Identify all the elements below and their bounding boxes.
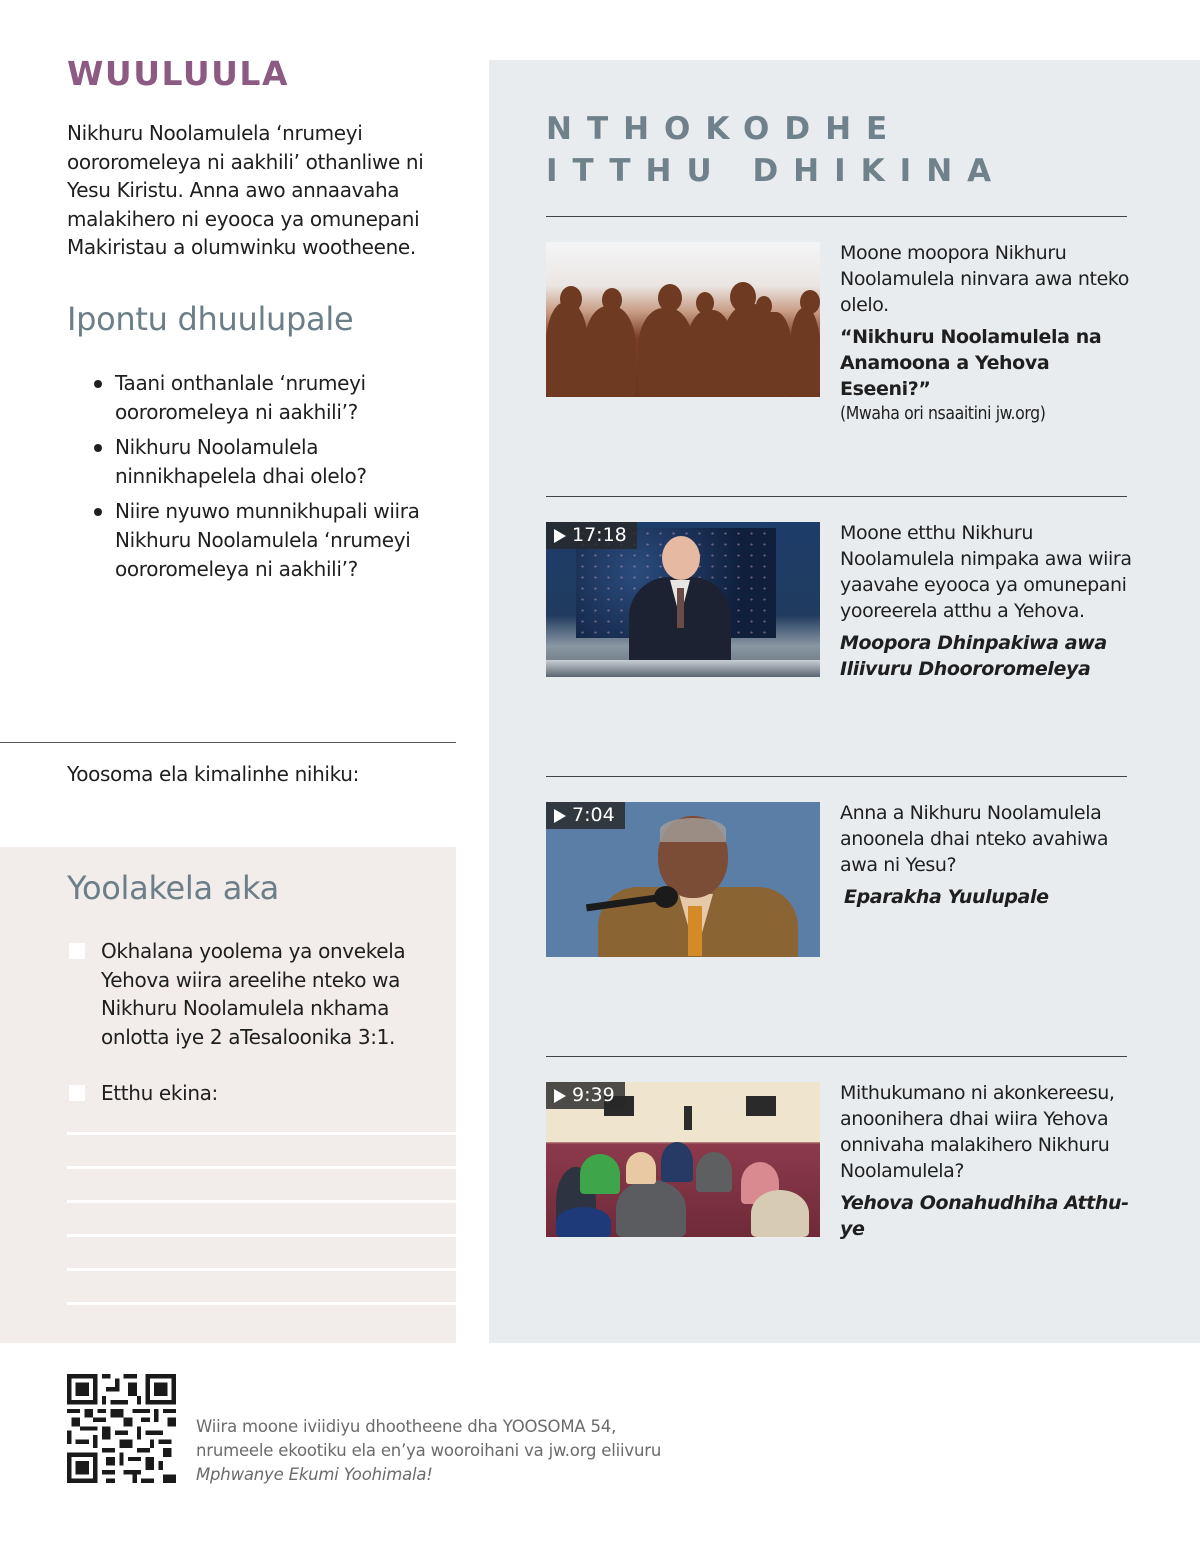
checkbox[interactable]: [69, 943, 85, 959]
bullet-icon: [94, 508, 102, 516]
card-text: [840, 1080, 1140, 1242]
card-description: Anna a Nikhuru Noolamulela anoonela dhai nteko avahiwa awa ni Yesu?: [840, 802, 1109, 876]
write-line[interactable]: [67, 1132, 456, 1135]
book-title: Mphwanye Ekumi Yoohimala!: [196, 1465, 433, 1484]
play-icon: [554, 1089, 566, 1103]
video-duration-badge: 17:18: [546, 522, 637, 549]
goal-text: Okhalana yoolema ya onvekela Yehova wiira areelihe nteko wa Nikhuru Noolamulela nkhama onlotta iye 2 aTesaloonika 3:1.: [101, 939, 406, 1049]
goal-checkbox-item[interactable]: [67, 937, 447, 1051]
checkbox[interactable]: [69, 1085, 85, 1101]
write-line[interactable]: [67, 1268, 456, 1271]
card-divider: [546, 496, 1127, 497]
video-thumbnail[interactable]: [546, 802, 820, 957]
article-thumbnail[interactable]: [546, 242, 820, 397]
play-icon: [554, 809, 566, 823]
card-description: Moone etthu Nikhuru Noolamulela nimpaka awa wiira yaavahe eyooca ya omunepani yooreerela atthu a Yehova.: [840, 522, 1132, 622]
question-item: Taani onthanlale ‘nrumeyi oororomeleya ni aakhili’?: [92, 369, 462, 426]
card-description: Mithukumano ni akonkereesu, anoonihera dhai wiira Yehova onnivaha malakihero Nikhuru Noolamulela?: [840, 1082, 1115, 1182]
card-description: Moone moopora Nikhuru Noolamulela ninvara awa nteko olelo.: [840, 242, 1130, 316]
card-divider: [546, 776, 1127, 777]
section-divider: [0, 742, 456, 743]
bullet-icon: [94, 444, 102, 452]
questions-heading: Ipontu dhuulupale: [67, 300, 354, 338]
goal-heading: Yoolakela aka: [67, 869, 279, 907]
card-title-link[interactable]: “Nikhuru Noolamulela na Anamoona a Yehova Eseeni?”: [840, 326, 1102, 400]
write-line[interactable]: [67, 1166, 456, 1169]
card-text: [840, 240, 1140, 426]
card-divider: [546, 1056, 1127, 1057]
video-duration-badge: 9:39: [546, 1082, 625, 1109]
card-divider: [546, 216, 1127, 217]
goal-text: Etthu ekina:: [101, 1081, 218, 1105]
card-note: (Mwaha ori nsaaitini jw.org): [840, 404, 1046, 424]
card-text: [840, 800, 1140, 910]
card-text: [840, 520, 1140, 682]
questions-list: [92, 369, 462, 590]
completed-date-label: Yoosoma ela kimalinhe nihiku:: [67, 762, 359, 786]
write-line[interactable]: [67, 1200, 456, 1203]
footer-note: Wiira moone iviidiyu dhootheene dha YOOSOMA 54, nrumeele ekootiku ela en’ya wooroihani va jw.org eliivuru Mphwanye Ekumi Yoohimala!: [196, 1417, 662, 1484]
write-line[interactable]: [67, 1234, 456, 1237]
card-title-link[interactable]: Moopora Dhinpakiwa awa Iliivuru Dhoororomeleya: [840, 632, 1107, 680]
card-title-link[interactable]: Yehova Oonahudhiha Atthu-ye: [840, 1192, 1129, 1240]
goal-checkbox-item[interactable]: [67, 1079, 447, 1108]
card-title-link[interactable]: Eparakha Yuulupale: [844, 886, 1049, 908]
question-item: Niire nyuwo munnikhupali wiira Nikhuru Noolamulela ‘nrumeyi oororomeleya ni aakhili’?: [92, 497, 462, 583]
video-duration-badge: 7:04: [546, 802, 625, 829]
question-item: Nikhuru Noolamulela ninnikhapelela dhai olelo?: [92, 433, 462, 490]
video-thumbnail[interactable]: [546, 1082, 820, 1237]
section-kicker: WUULUULA: [67, 54, 290, 93]
qr-code[interactable]: [67, 1374, 176, 1483]
play-icon: [554, 529, 566, 543]
video-thumbnail[interactable]: [546, 522, 820, 677]
intro-paragraph: Nikhuru Noolamulela ‘nrumeyi oororomeleya ni aakhili’ othanliwe ni Yesu Kiristu. Anna awo annaavaha malakihero ni eyooca ya omunepani Makiristau a olumwinku wootheene.: [67, 121, 424, 260]
explore-more-title: NTHOKODHE ITTHU DHIKINA: [546, 111, 1007, 189]
bullet-icon: [94, 380, 102, 388]
write-line[interactable]: [67, 1302, 456, 1305]
